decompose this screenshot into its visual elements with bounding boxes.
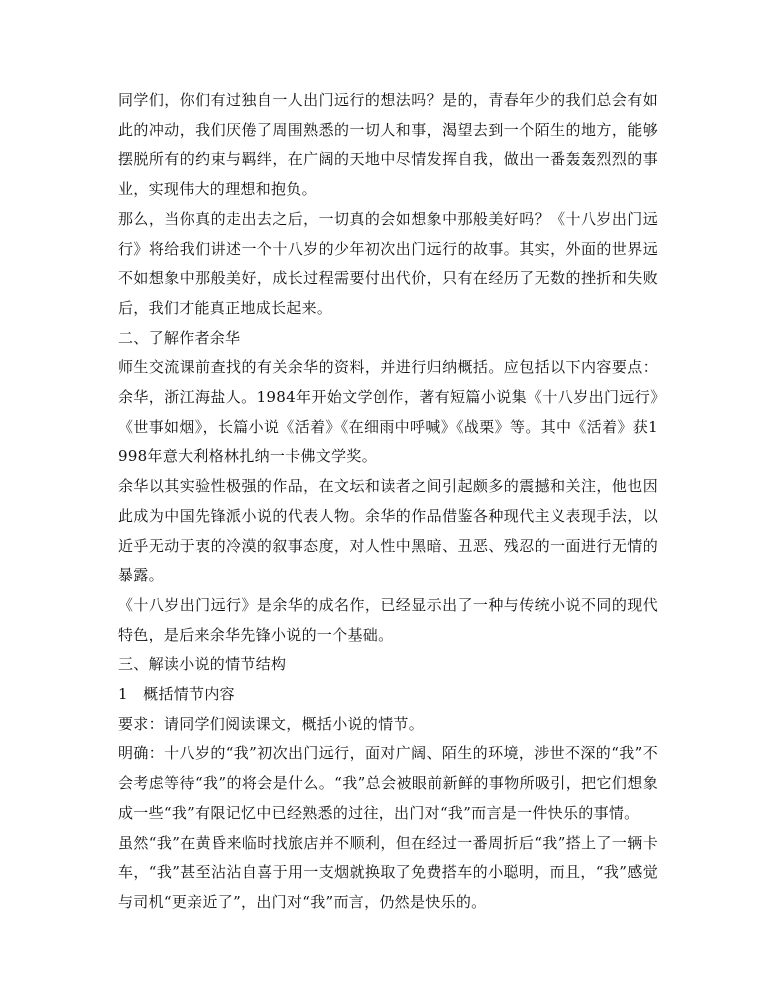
subheading-summary: 1 概括情节内容 [118,685,235,704]
author-info-paragraph: 师生交流课前查找的有关余华的资料，并进行归纳概括。应包括以下内容要点：余华，浙江海盐人。1984年开始文学创作，著有短篇小说集《十八岁出门远行》《世事如烟》，长篇小说《活着》《在细雨中呼喊》《战栗》等。其中《活着》获1998年意大利格林扎纳一卡佛文学奖。 [118,358,658,466]
requirement-paragraph: 要求：请同学们阅读课文，概括小说的情节。 [118,714,425,733]
section-heading-author: 二、了解作者余华 [118,328,241,347]
intro-paragraph-1: 同学们，你们有过独自一人出门远行的想法吗？是的，青春年少的我们总会有如此的冲动，我们厌倦了周围熟悉的一切人和事，渴望去到一个陌生的地方，能够摆脱所有的约束与羁绊，在广阔的天地中尽情发挥自我，做出一番轰轰烈烈的事业，实现伟大的理想和抱负。 [118,91,658,199]
masterpiece-paragraph: 《十八岁出门远行》是余华的成名作，已经显示出了一种与传统小说不同的现代特色，是后来余华先锋小说的一个基础。 [118,595,658,644]
plot-paragraph: 虽然“我”在黄昏来临时找旅店并不顺利，但在经过一番周折后“我”搭上了一辆卡车，“我”甚至沾沾自喜于用一支烟就换取了免费搭车的小聪明，而且，“我”感觉与司机“更亲近了”，出门对“我”而言，仍然是快乐的。 [118,833,658,911]
intro-paragraph-2: 那么，当你真的走出去之后，一切真的会如想象中那般美好吗？《十八岁出门远行》将给我们讲述一个十八岁的少年初次出门远行的故事。其实，外面的世界远不如想象中那般美好，成长过程需要付出代价，只有在经历了无数的挫折和失败后，我们才能真正地成长起来。 [118,209,658,317]
clarification-paragraph: 明确：十八岁的“我”初次出门远行，面对广阔、陌生的环境，涉世不深的“我”不会考虑等待“我”的将会是什么。“我”总会被眼前新鲜的事物所吸引，把它们想象成一些“我”有限记忆中已经熟悉的过往，出门对“我”而言是一件快乐的事情。 [118,744,658,822]
author-style-paragraph: 余华以其实验性极强的作品，在文坛和读者之间引起颇多的震撼和关注，他也因此成为中国先锋派小说的代表人物。余华的作品借鉴各种现代主义表现手法，以近乎无动于衷的冷漠的叙事态度，对人性中黑暗、丑恶、残忍的一面进行无情的暴露。 [118,477,658,585]
section-heading-plot: 三、解读小说的情节结构 [118,655,287,674]
document-page [118,86,658,918]
